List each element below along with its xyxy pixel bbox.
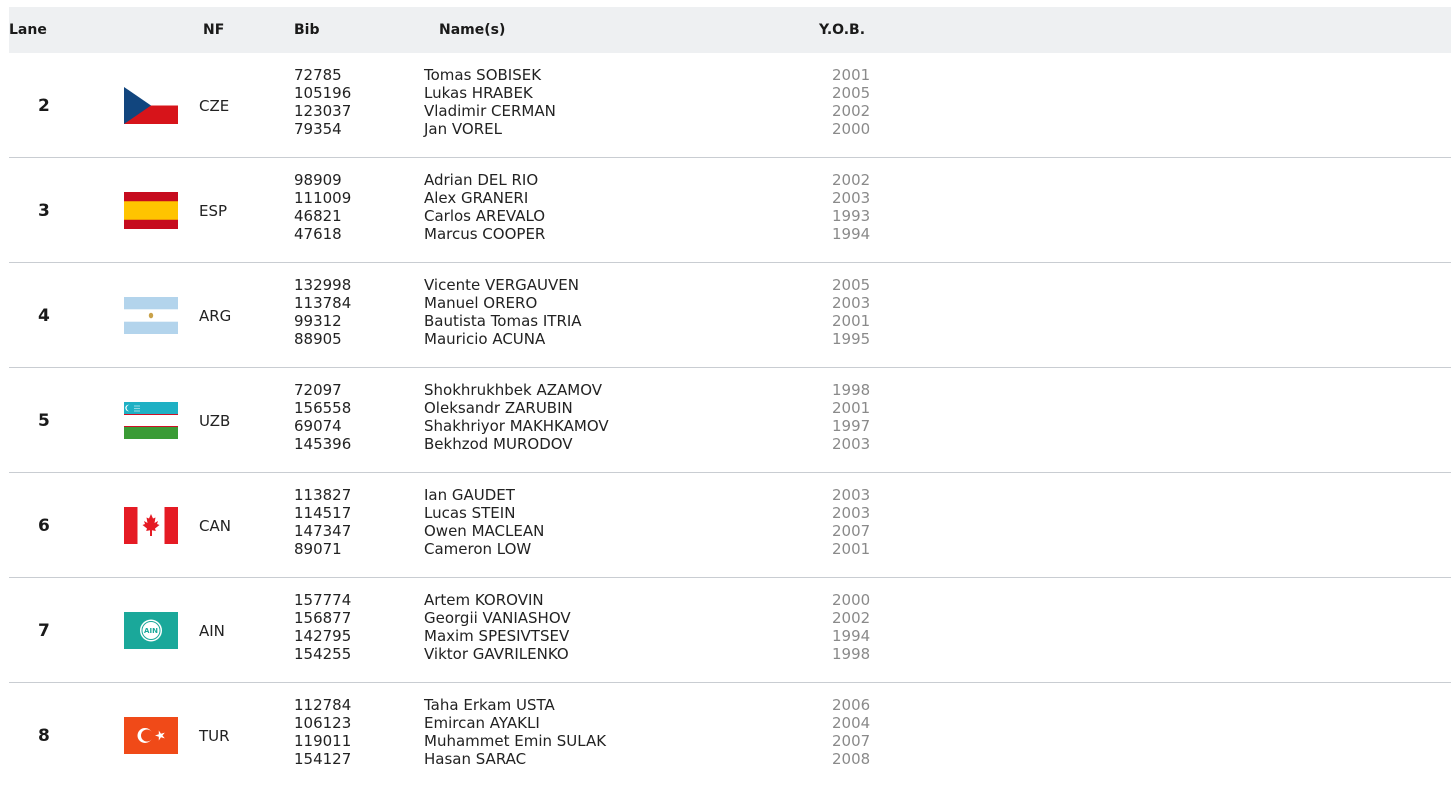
- bib-number: 106123: [294, 714, 352, 732]
- bib-number: 156877: [294, 609, 352, 627]
- birth-year: 2005: [832, 276, 871, 294]
- birth-year: 2004: [832, 714, 871, 732]
- athlete-name: Shokhrukhbek AZAMOV: [424, 381, 603, 399]
- bib-number: 47618: [294, 225, 342, 243]
- birth-years: [832, 276, 870, 348]
- bib-number: 113827: [294, 486, 352, 504]
- nation-code: ARG: [199, 307, 232, 325]
- birth-year: 1995: [832, 330, 871, 348]
- athlete-name: Alex GRANERI: [424, 189, 529, 207]
- bib-number: 114517: [294, 504, 352, 522]
- athlete-name: Maxim SPESIVTSEV: [424, 627, 570, 645]
- czech-flag-icon: [124, 87, 178, 124]
- bib-list: [294, 171, 351, 243]
- birth-year: 1997: [832, 417, 871, 435]
- athlete-names: [424, 381, 609, 453]
- bib-number: 88905: [294, 330, 342, 348]
- athlete-names: [424, 276, 582, 348]
- birth-years: [832, 171, 870, 243]
- bib-list: [294, 276, 351, 348]
- nation-code: CAN: [199, 517, 231, 535]
- bib-number: 72097: [294, 381, 342, 399]
- lane-number: 8: [38, 726, 50, 746]
- birth-year: 2003: [832, 435, 871, 453]
- nation-code: ESP: [199, 202, 228, 220]
- athlete-name: Ian GAUDET: [424, 486, 515, 504]
- birth-year: 1998: [832, 381, 871, 399]
- lane-number: 5: [38, 411, 50, 431]
- birth-year: 2003: [832, 294, 871, 312]
- bib-number: 111009: [294, 189, 352, 207]
- athlete-name: Owen MACLEAN: [424, 522, 545, 540]
- bib-number: 156558: [294, 399, 352, 417]
- table-header: [9, 7, 1451, 53]
- start-list-table: [9, 7, 1451, 788]
- birth-year: 2003: [832, 189, 871, 207]
- lane-number: 4: [38, 306, 50, 326]
- lane-number: 7: [38, 621, 50, 641]
- header-bib: Bib: [294, 22, 320, 38]
- birth-year: 2003: [832, 504, 871, 522]
- bib-list: [294, 66, 351, 138]
- header-lane: Lane: [9, 22, 47, 38]
- birth-years: [832, 696, 870, 768]
- athlete-names: [424, 171, 545, 243]
- bib-number: 154127: [294, 750, 352, 768]
- athlete-name: Taha Erkam USTA: [424, 696, 555, 714]
- bib-number: 105196: [294, 84, 352, 102]
- athlete-names: [424, 696, 606, 768]
- table-row: [9, 368, 1451, 473]
- athlete-name: Bautista Tomas ITRIA: [424, 312, 582, 330]
- canada-flag-icon: [124, 507, 178, 544]
- bib-number: 147347: [294, 522, 352, 540]
- header-nf: NF: [203, 22, 225, 38]
- turkey-flag-icon: [124, 717, 178, 754]
- athlete-name: Adrian DEL RIO: [424, 171, 539, 189]
- birth-year: 1994: [832, 627, 871, 645]
- birth-year: 2000: [832, 591, 871, 609]
- athlete-name: Muhammet Emin SULAK: [424, 732, 607, 750]
- bib-number: 112784: [294, 696, 352, 714]
- bib-number: 154255: [294, 645, 352, 663]
- birth-year: 2005: [832, 84, 871, 102]
- bib-number: 119011: [294, 732, 352, 750]
- bib-number: 46821: [294, 207, 342, 225]
- header-names: Name(s): [439, 22, 506, 38]
- athlete-name: Viktor GAVRILENKO: [424, 645, 569, 663]
- birth-year: 2003: [832, 486, 871, 504]
- lane-number: 3: [38, 201, 50, 221]
- athlete-names: [424, 66, 556, 138]
- birth-year: 2001: [832, 312, 871, 330]
- lane-number: 2: [38, 96, 50, 116]
- bib-number: 113784: [294, 294, 352, 312]
- athlete-names: [424, 591, 571, 663]
- birth-years: [832, 381, 870, 453]
- bib-number: 157774: [294, 591, 352, 609]
- athlete-name: Georgii VANIASHOV: [424, 609, 571, 627]
- bib-list: [294, 486, 351, 558]
- athlete-name: Jan VOREL: [424, 120, 502, 138]
- athlete-name: Mauricio ACUNA: [424, 330, 546, 348]
- table-row: [9, 53, 1451, 158]
- birth-year: 2002: [832, 102, 871, 120]
- athlete-name: Lukas HRABEK: [424, 84, 533, 102]
- athlete-name: Hasan SARAC: [424, 750, 527, 768]
- header-yob: Y.O.B.: [819, 22, 866, 38]
- athlete-name: Lucas STEIN: [424, 504, 516, 522]
- bib-number: 79354: [294, 120, 342, 138]
- athlete-name: Vicente VERGAUVEN: [424, 276, 579, 294]
- athlete-name: Marcus COOPER: [424, 225, 546, 243]
- birth-years: [832, 486, 870, 558]
- athlete-name: Tomas SOBISEK: [424, 66, 542, 84]
- uzbekistan-flag-icon: [124, 402, 178, 439]
- nation-code: CZE: [199, 97, 230, 115]
- athlete-name: Artem KOROVIN: [424, 591, 544, 609]
- table-row: [9, 683, 1451, 788]
- bib-number: 89071: [294, 540, 342, 558]
- athlete-name: Carlos AREVALO: [424, 207, 546, 225]
- birth-year: 2001: [832, 66, 871, 84]
- athlete-names: [424, 486, 544, 558]
- athlete-name: Vladimir CERMAN: [424, 102, 556, 120]
- athlete-name: Cameron LOW: [424, 540, 532, 558]
- table-row: [9, 263, 1451, 368]
- birth-year: 2001: [832, 540, 871, 558]
- bib-number: 72785: [294, 66, 342, 84]
- birth-year: 1994: [832, 225, 871, 243]
- birth-year: 2002: [832, 609, 871, 627]
- bib-number: 123037: [294, 102, 352, 120]
- birth-year: 2006: [832, 696, 871, 714]
- bib-number: 99312: [294, 312, 342, 330]
- athlete-name: Oleksandr ZARUBIN: [424, 399, 573, 417]
- birth-years: [832, 591, 870, 663]
- athlete-name: Manuel ORERO: [424, 294, 538, 312]
- ain-flag-text: AIN: [144, 627, 158, 636]
- bib-list: [294, 381, 351, 453]
- bib-number: 145396: [294, 435, 352, 453]
- bib-number: 98909: [294, 171, 342, 189]
- argentina-flag-icon: [124, 297, 178, 334]
- nation-code: AIN: [199, 622, 225, 640]
- table-row: [9, 158, 1451, 263]
- bib-number: 142795: [294, 627, 352, 645]
- bib-number: 132998: [294, 276, 352, 294]
- bib-list: [294, 591, 351, 663]
- spain-flag-icon: [124, 192, 178, 229]
- table-row: [9, 578, 1451, 683]
- birth-year: 2002: [832, 171, 871, 189]
- athlete-name: Shakhriyor MAKHKAMOV: [424, 417, 609, 435]
- nation-code: UZB: [199, 412, 231, 430]
- table-row: [9, 473, 1451, 578]
- birth-year: 2008: [832, 750, 871, 768]
- athlete-name: Bekhzod MURODOV: [424, 435, 573, 453]
- athlete-name: Emircan AYAKLI: [424, 714, 540, 732]
- ain-flag-icon: [124, 612, 178, 649]
- birth-year: 2001: [832, 399, 871, 417]
- nation-code: TUR: [199, 727, 230, 745]
- birth-years: [832, 66, 870, 138]
- birth-year: 2007: [832, 522, 871, 540]
- birth-year: 1993: [832, 207, 871, 225]
- birth-year: 2000: [832, 120, 871, 138]
- bib-list: [294, 696, 351, 768]
- bib-number: 69074: [294, 417, 342, 435]
- lane-number: 6: [38, 516, 50, 536]
- birth-year: 2007: [832, 732, 871, 750]
- birth-year: 1998: [832, 645, 871, 663]
